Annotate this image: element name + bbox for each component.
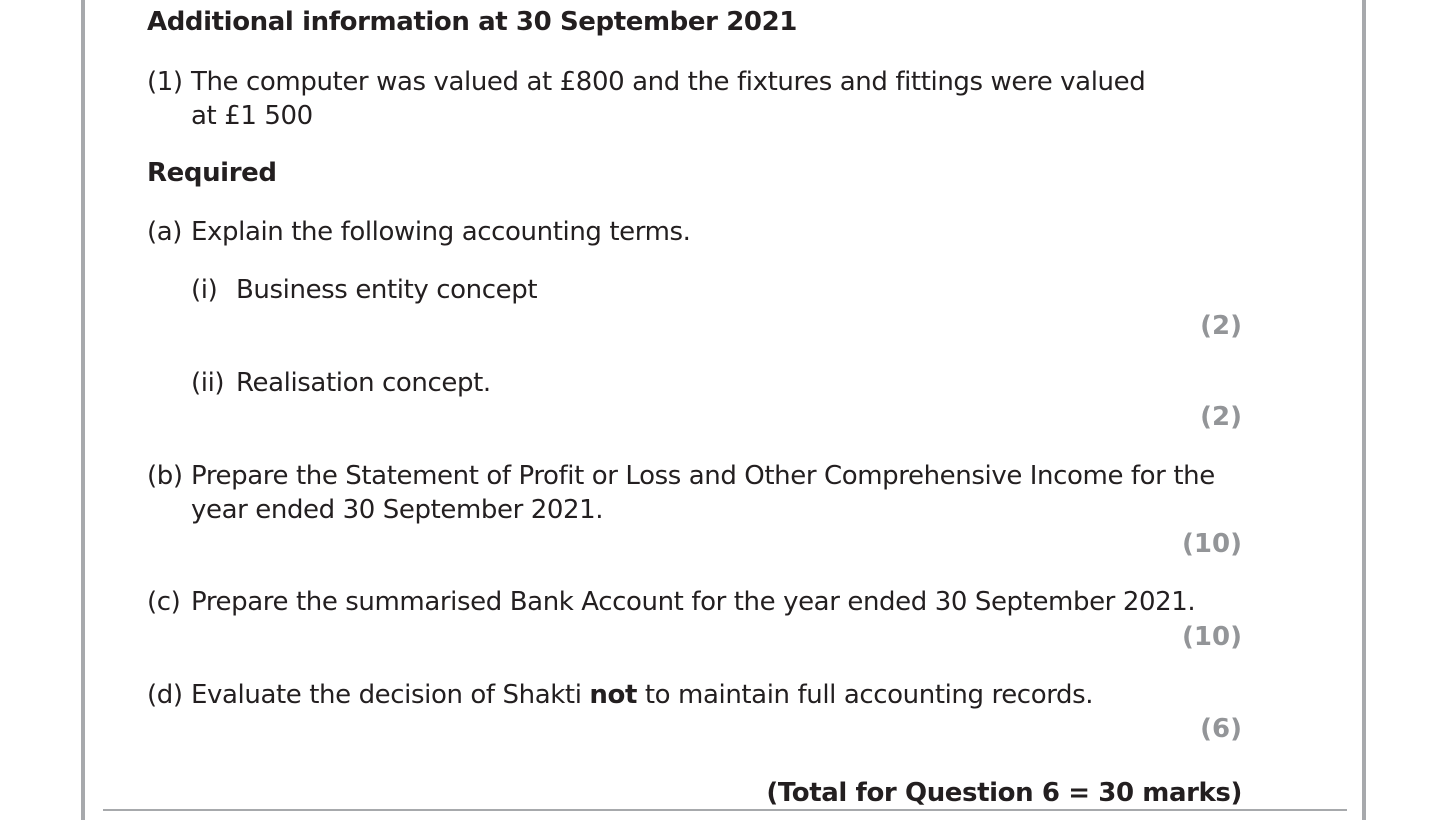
question-a-ii-label: (ii) xyxy=(191,368,225,398)
question-d-text-after: to maintain full accounting records. xyxy=(637,680,1094,710)
question-a-ii-marks: (2) xyxy=(1200,402,1242,432)
info-1-number: (1) xyxy=(147,67,183,97)
question-b-line-2: year ended 30 September 2021. xyxy=(191,495,604,525)
question-a-i-text: Business entity concept xyxy=(236,275,538,305)
question-d-text-before: Evaluate the decision of Shakti xyxy=(191,680,590,710)
question-total: (Total for Question 6 = 30 marks) xyxy=(766,778,1242,808)
question-d-label: (d) xyxy=(147,680,183,710)
question-a-i-marks: (2) xyxy=(1200,311,1242,341)
question-c-label: (c) xyxy=(147,587,181,617)
section-heading: Additional information at 30 September 2021 xyxy=(147,7,797,37)
question-d-text xyxy=(191,678,1093,712)
required-heading: Required xyxy=(147,158,277,188)
info-1-line-1: The computer was valued at £800 and the fixtures and fittings were valued xyxy=(191,67,1146,97)
question-a-text: Explain the following accounting terms. xyxy=(191,217,691,247)
question-b-marks: (10) xyxy=(1182,529,1242,559)
question-b-line-1: Prepare the Statement of Profit or Loss and Other Comprehensive Income for the xyxy=(191,461,1215,491)
question-b-label: (b) xyxy=(147,461,183,491)
question-c-marks: (10) xyxy=(1182,622,1242,652)
page-border-right xyxy=(1362,0,1366,820)
question-d-marks: (6) xyxy=(1200,714,1242,744)
question-c-text: Prepare the summarised Bank Account for the year ended 30 September 2021. xyxy=(191,587,1196,617)
question-a-ii-text: Realisation concept. xyxy=(236,368,491,398)
bottom-rule xyxy=(103,809,1347,811)
info-1-line-2: at £1 500 xyxy=(191,101,313,131)
question-d-emphasis: not xyxy=(589,680,637,710)
question-a-i-label: (i) xyxy=(191,275,218,305)
page-border-left xyxy=(81,0,85,820)
question-a-label: (a) xyxy=(147,217,183,247)
